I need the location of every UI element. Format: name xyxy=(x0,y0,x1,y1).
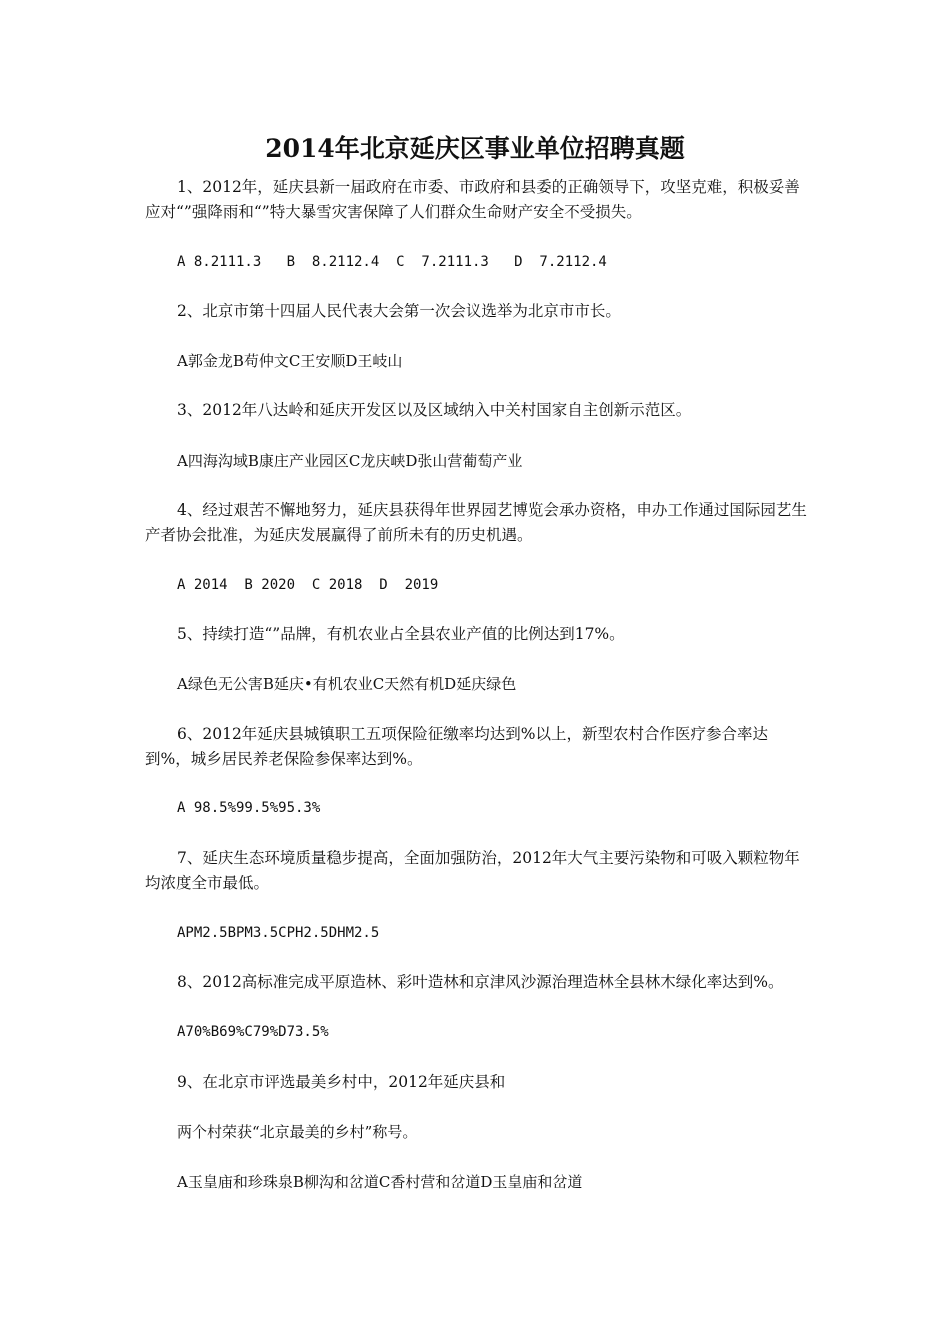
question-9-options: A玉皇庙和珍珠泉B柳沟和岔道C香村营和岔道D玉皇庙和岔道 xyxy=(177,1173,583,1191)
question-1-text: 1、2012年，延庆县新一届政府在市委、市政府和县委的正确领导下，攻坚克难，积极妥善应对“”强降雨和“”特大暴雪灾害保障了人们群众生命财产安全不受损失。 xyxy=(145,178,800,221)
question-6-text: 6、2012年延庆县城镇职工五项保险征缴率均达到%以上，新型农村合作医疗参合率达到%，城乡居民养老保险参保率达到%。 xyxy=(145,725,769,768)
question-4 xyxy=(145,498,810,548)
question-6-options: A 98.5%99.5%95.3% xyxy=(177,800,321,816)
question-5-text: 5、持续打造“”品牌，有机农业占全县农业产值的比例达到17%。 xyxy=(177,625,625,643)
page-title: 2014年北京延庆区事业单位招聘真题 xyxy=(265,134,685,163)
question-7-options: APM2.5BPM3.5CPH2.5DHM2.5 xyxy=(177,925,380,941)
question-6 xyxy=(145,722,810,772)
question-2 xyxy=(145,299,810,324)
question-3-text: 3、2012年八达岭和延庆开发区以及区域纳入中关村国家自主创新示范区。 xyxy=(177,401,692,419)
question-7 xyxy=(145,846,810,896)
question-4-options: A 2014 B 2020 C 2018 D 2019 xyxy=(177,577,439,593)
question-5-options: A绿色无公害B延庆•有机农业C天然有机D延庆绿色 xyxy=(177,675,517,693)
question-8-text: 8、2012高标准完成平原造林、彩叶造林和京津风沙源治理造林全县林木绿化率达到%。 xyxy=(177,973,784,991)
question-9-text-continued: 两个村荣获“北京最美的乡村”称号。 xyxy=(177,1123,418,1141)
question-9 xyxy=(145,1070,810,1095)
question-2-text: 2、北京市第十四届人民代表大会第一次会议选举为北京市市长。 xyxy=(177,302,621,320)
question-2-options: A郭金龙B苟仲文C王安顺D王岐山 xyxy=(177,352,403,370)
question-4-text: 4、经过艰苦不懈地努力，延庆县获得年世界园艺博览会承办资格，申办工作通过国际园艺生产者协会批准，为延庆发展赢得了前所未有的历史机遇。 xyxy=(145,501,807,544)
question-3 xyxy=(145,398,810,423)
question-5 xyxy=(145,622,810,647)
question-1 xyxy=(145,175,810,225)
question-7-text: 7、延庆生态环境质量稳步提高，全面加强防治，2012年大气主要污染物和可吸入颗粒物年均浓度全市最低。 xyxy=(145,849,800,892)
question-3-options: A四海沟域B康庄产业园区C龙庆峡D张山营葡萄产业 xyxy=(177,452,523,470)
question-8-options: A70%B69%C79%D73.5% xyxy=(177,1024,329,1040)
question-1-options: A 8.2111.3 B 8.2112.4 C 7.2111.3 D 7.2112.4 xyxy=(177,254,607,270)
question-8 xyxy=(145,970,810,995)
question-9-text: 9、在北京市评选最美乡村中，2012年延庆县和 xyxy=(177,1073,506,1091)
